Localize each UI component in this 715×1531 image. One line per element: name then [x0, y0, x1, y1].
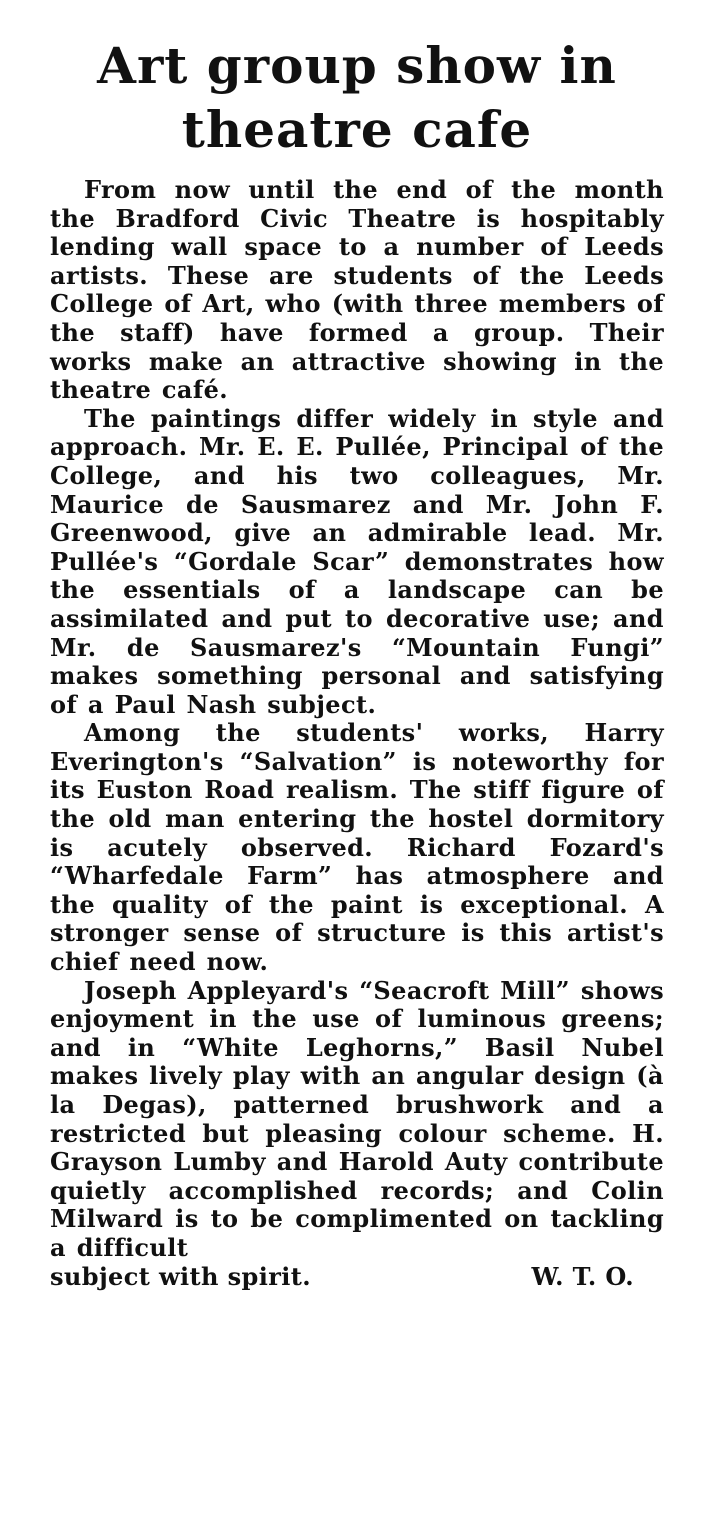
closing-text: subject with spirit. — [50, 1261, 312, 1291]
paragraph-4: Joseph Appleyard's “Seacroft Mill” shows enjoyment in the use of luminous greens; and in “White Leghorns,” Basil Nubel makes lively play with an angular design (à la Degas), patterned brushwork and a restricted but pleasing colour scheme. H. Grayson Lumby and Harold Auty contribute quietly accomplished records; and Colin Milward is to be complimented on tackling a difficult — [50, 975, 664, 1262]
signoff-row — [50, 1263, 664, 1292]
paragraph-1: From now until the end of the month the Bradford Civic Theatre is hospitably lending wall space to a number of Leeds artists. These are students of the Leeds College of Art, who (with three members of the staff) have formed a group. Their works make an attractive showing in the theatre café. — [50, 175, 664, 405]
paragraph-3: Among the students' works, Harry Everington's “Salvation” is noteworthy for its Euston Road realism. The stiff figure of the old man entering the hostel dormitory is acutely observed. Richard Fozard's “Wharfedale Farm” has atmosphere and the quality of the paint is exceptional. A stronger sense of structure is this artist's chief need now. — [50, 718, 664, 977]
newspaper-clipping — [50, 34, 664, 1291]
article-body — [50, 176, 664, 1291]
paragraph-2: The paintings differ widely in style and approach. Mr. E. E. Pullée, Principal of the College, and his two colleagues, Mr. Maurice de Sausmarez and Mr. John F. Greenwood, give an admirable lead. Mr. Pullée's “Gordale Scar” demonstrates how the essentials of a landscape can be assimilated and put to decorative use; and Mr. de Sausmarez's “Mountain Fungi” makes something personal and satisfying of a Paul Nash subject. — [50, 403, 664, 719]
headline — [50, 34, 664, 162]
headline-line-1: Art group show in — [97, 36, 617, 95]
author-signature: W. T. O. — [531, 1261, 634, 1291]
headline-line-2: theatre cafe — [181, 100, 533, 159]
